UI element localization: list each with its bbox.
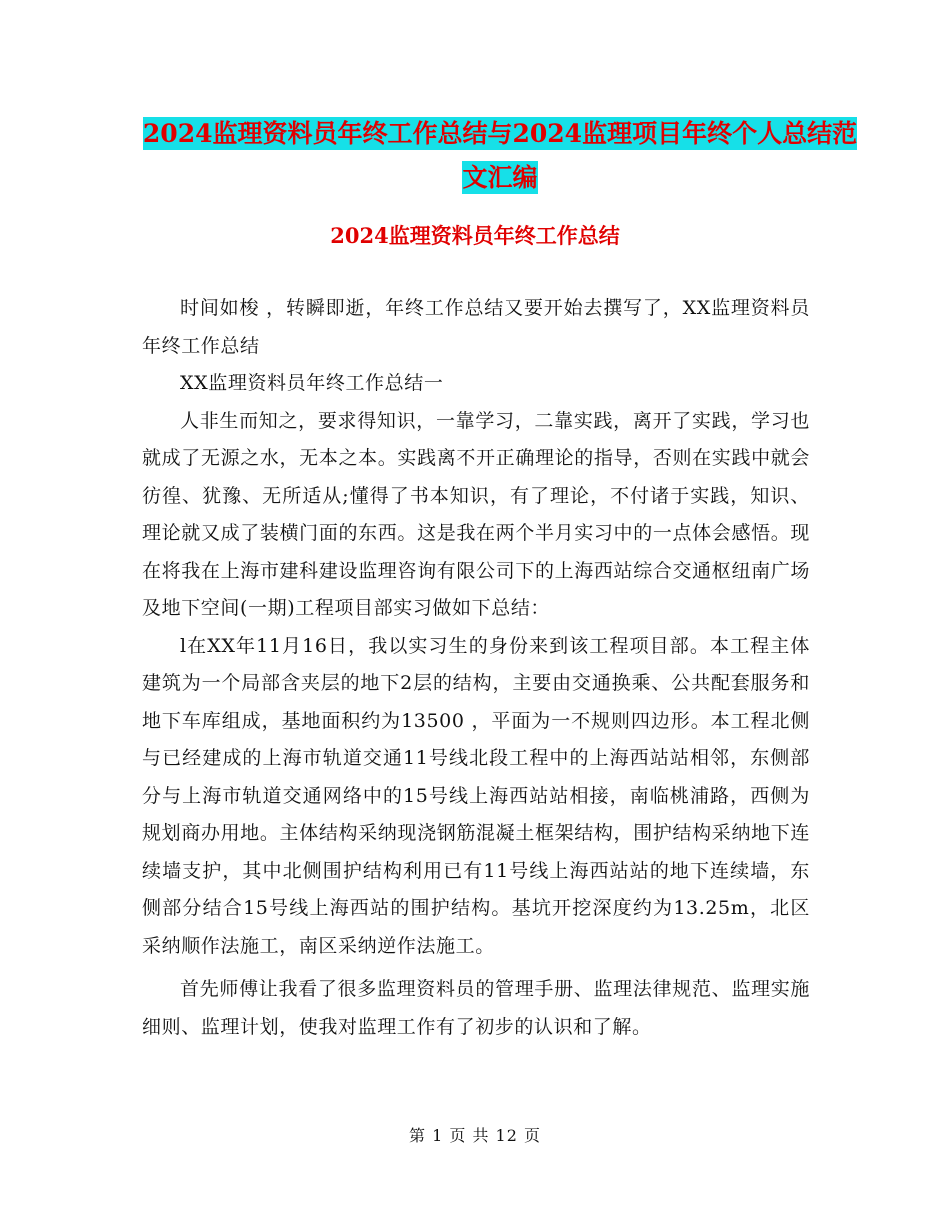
main-title xyxy=(140,112,860,200)
paragraph-project: l在XX年11月16日，我以实习生的身份来到该工程项目部。本工程主体建筑为一个局部含夹层的地下2层的结构，主要由交通换乘、公共配套服务和地下车库组成，基地面积约为13500 ，平面为一不规则四边形。本工程北侧与已经建成的上海市轨道交通11号线北段工程中的上海西站站相邻，东侧部分与上海市轨道交通网络中的15号线上海西站站相接，南临桃浦路，西侧为规划商办用地。主体结构采纳现浇钢筋混凝土框架结构，围护结构采纳地下连续墙支护，其中北侧围护结构利用已有11号线上海西站站的地下连续墙，东侧部分结合15号线上海西站的围护结构。基坑开挖深度约为13.25m，北区采纳顺作法施工，南区采纳逆作法施工。 xyxy=(142,634,810,957)
section-title: 2024监理资料员年终工作总结 xyxy=(330,223,620,248)
paragraph-heading: XX监理资料员年终工作总结一 xyxy=(180,372,444,394)
main-title-text: 2024监理资料员年终工作总结与2024监理项目年终个人总结范文汇编 xyxy=(142,119,858,192)
paragraph-reflection: 人非生而知之，要求得知识，一靠学习，二靠实践，离开了实践，学习也就成了无源之水，无本之本。实践离不开正确理论的指导，否则在实践中就会彷徨、犹豫、无所适从;懂得了书本知识，有了理论，不付诸于实践，知识、理论就又成了装横门面的东西。这是我在两个半月实习中的一点体会感悟。现在将我在上海市建科建设监理咨询有限公司下的上海西站综合交通枢纽南广场及地下空间(一期)工程项目部实习做如下总结： xyxy=(142,409,810,619)
paragraph-first-task: 首先师傅让我看了很多监理资料员的管理手册、监理法律规范、监理实施细则、监理计划，使我对监理工作有了初步的认识和了解。 xyxy=(142,978,810,1038)
paragraph-intro: 时间如梭 ，转瞬即逝，年终工作总结又要开始去撰写了，XX监理资料员年终工作总结 xyxy=(142,297,810,357)
body-text xyxy=(142,290,810,1046)
page-footer: 第 1 页 共 12 页 xyxy=(409,1126,541,1145)
